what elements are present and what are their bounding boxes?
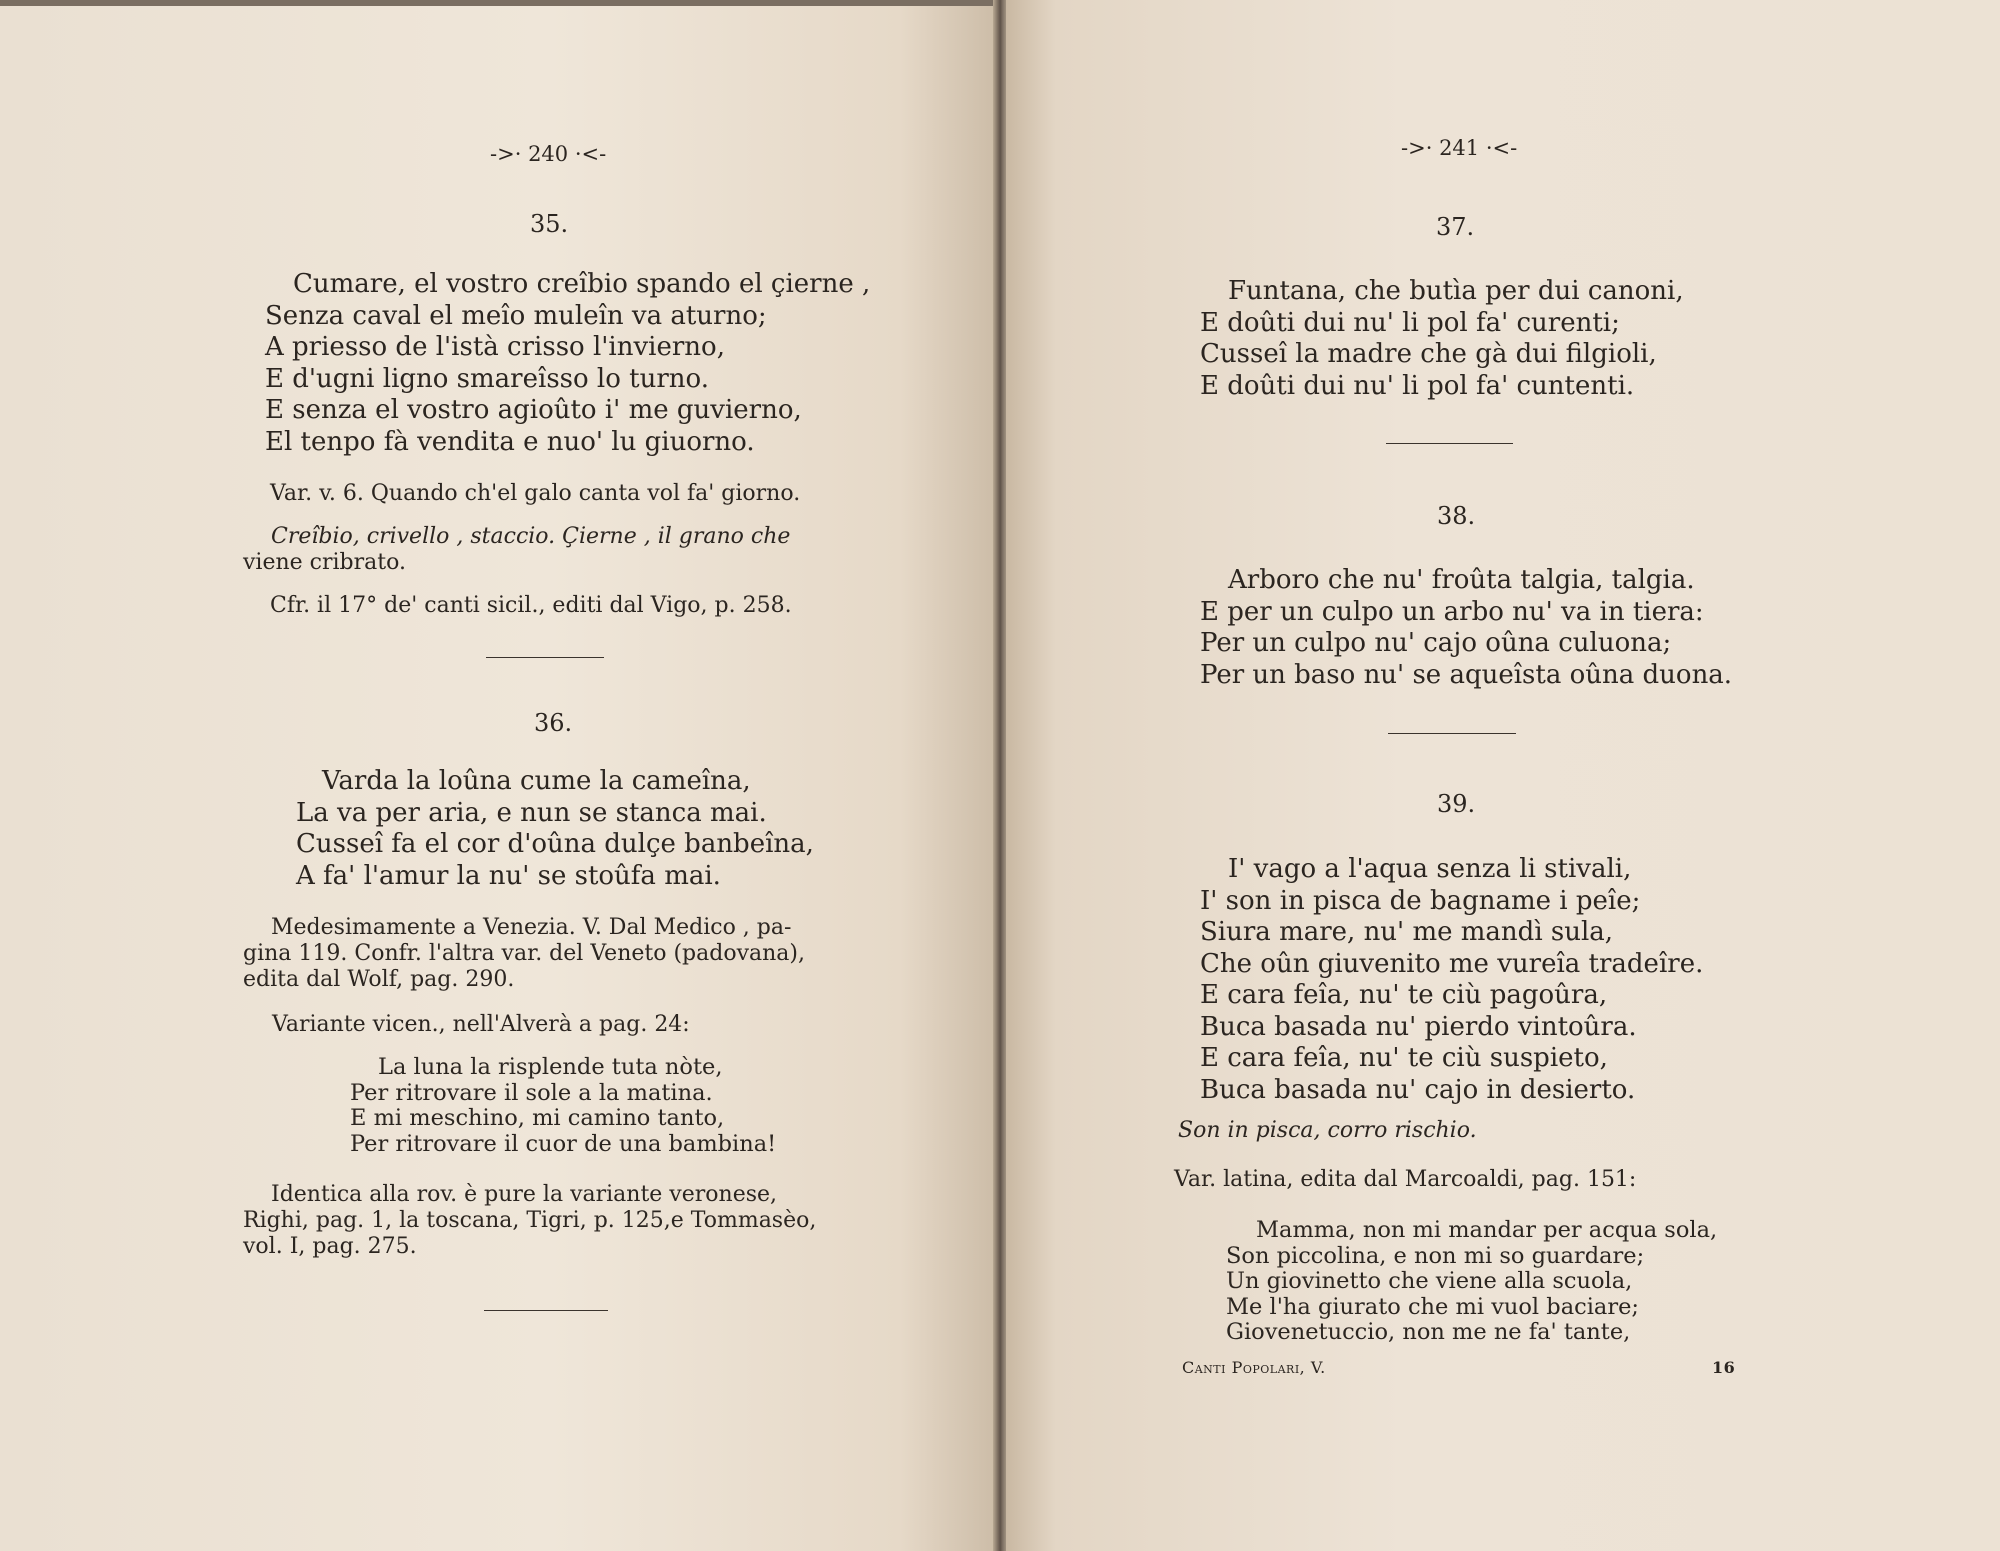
quote-line: Me l'ha giurato che mi vuol baciare; <box>1226 1293 1639 1320</box>
verse-line: Per un culpo nu' cajo oûna culuona; <box>1200 628 1672 658</box>
section-divider <box>486 657 604 658</box>
quote-line: Son piccolina, e non mi so guardare; <box>1226 1242 1645 1269</box>
verse-line: E senza el vostro agioûto i' me guvierno, <box>265 395 802 425</box>
poem-verse <box>265 269 870 458</box>
note-line: Medesimamente a Venezia. V. Dal Medico , pa- <box>271 915 792 940</box>
quote-line: Per ritrovare il cuor de una bambina! <box>350 1130 777 1157</box>
note-line: Identica alla rov. è pure la variante veronese, <box>271 1182 778 1207</box>
signature-number: 16 <box>1712 1358 1736 1377</box>
cfr-note: Cfr. il 17° de' canti sicil., editi dal Vigo, p. 258. <box>270 593 792 618</box>
verse-line: Cusseî la madre che gà dui filgioli, <box>1200 339 1657 369</box>
verse-line: A fa' l'amur la nu' se stoûfa mai. <box>296 860 721 891</box>
note-line: gina 119. Confr. l'altra var. del Veneto (padovana), <box>243 941 805 966</box>
quote-line: La luna la risplende tuta nòte, <box>378 1054 723 1080</box>
commentary-note <box>243 915 805 993</box>
quote-line: Un giovinetto che viene alla scuola, <box>1226 1268 1633 1294</box>
variant-note: Var. v. 6. Quando ch'el galo canta vol fa' giorno. <box>270 481 801 506</box>
quote-line: Mamma, non mi mandar per acqua sola, <box>1256 1217 1718 1243</box>
verse-line: Buca basada nu' cajo in desierto. <box>1200 1074 1636 1105</box>
verse-line: I' son in pisca de bagname i peîe; <box>1200 885 1641 916</box>
poem-verse <box>1200 276 1684 402</box>
verse-line: A priesso de l'istà crisso l'invierno, <box>265 332 725 362</box>
verse-line: Varda la loûna cume la cameîna, <box>322 766 751 796</box>
footer-signature: Canti Popolari, V. <box>1182 1358 1326 1377</box>
poem-number: 38. <box>1437 502 1476 530</box>
poem-verse <box>1200 854 1703 1106</box>
verse-line: Che oûn giuvenito me vureîa tradeîre. <box>1200 948 1704 979</box>
page-folio: ->· 241 ·<- <box>1401 136 1518 160</box>
verse-line: El tenpo fà vendita e nuo' lu giuorno. <box>265 426 755 457</box>
quote-line: Per ritrovare il sole a la matina. <box>350 1079 713 1106</box>
quote-line: E mi meschino, mi camino tanto, <box>350 1105 725 1131</box>
verse-line: E cara feîa, nu' te ciù pagoûra, <box>1200 980 1608 1010</box>
gloss-note <box>243 524 790 576</box>
poem-verse <box>296 766 814 892</box>
folio-number: 241 <box>1439 136 1480 160</box>
poem-verse <box>1200 565 1732 691</box>
verse-line: Senza caval el meîo muleîn va aturno; <box>265 300 767 331</box>
note-line: vol. I, pag. 275. <box>243 1234 417 1259</box>
poem-number: 36. <box>534 709 573 737</box>
poem-number: 37. <box>1436 213 1475 241</box>
verse-line: E doûti dui nu' li pol fa' curenti; <box>1200 307 1620 338</box>
folio-number: 240 <box>528 142 569 166</box>
variant-quote <box>1226 1218 1717 1346</box>
section-divider <box>484 1310 608 1311</box>
note-line: Righi, pag. 1, la toscana, Tigri, p. 125,e Tommasèo, <box>243 1208 817 1233</box>
verse-line: E cara feîa, nu' te ciù suspieto, <box>1200 1043 1608 1073</box>
note-line: viene cribrato. <box>243 550 406 575</box>
verse-line: Per un baso nu' se aqueîsta oûna duona. <box>1200 659 1733 690</box>
verse-line: La va per aria, e nun se stanca mai. <box>296 797 767 828</box>
verse-line: E doûti dui nu' li pol fa' cuntenti. <box>1200 370 1635 401</box>
page-folio: ->· 240 ·<- <box>490 142 607 166</box>
gloss-note: Son in pisca, corro rischio. <box>1178 1118 1477 1143</box>
poem-number: 35. <box>530 210 569 238</box>
verse-line: Arboro che nu' froûta talgia, talgia. <box>1228 565 1695 595</box>
right-page <box>1006 0 2000 1551</box>
note-line: edita dal Wolf, pag. 290. <box>243 967 515 992</box>
verse-line: Cusseî fa el cor d'oûna dulçe banbeîna, <box>296 829 814 859</box>
note-line: Creîbio, crivello , staccio. Çierne , il grano che <box>271 524 791 549</box>
section-divider <box>1388 733 1516 734</box>
verse-line: E per un culpo un arbo nu' va in tiera: <box>1200 596 1704 627</box>
poem-number: 39. <box>1437 790 1476 818</box>
section-divider <box>1386 443 1513 444</box>
variant-intro: Variante vicen., nell'Alverà a pag. 24: <box>272 1012 690 1037</box>
variant-intro: Var. latina, edita dal Marcoaldi, pag. 151: <box>1174 1167 1637 1192</box>
variant-quote <box>350 1055 776 1157</box>
verse-line: Funtana, che butìa per dui canoni, <box>1228 276 1684 306</box>
verse-line: I' vago a l'aqua senza li stivali, <box>1228 854 1632 884</box>
quote-line: Giovenetuccio, non me ne fa' tante, <box>1226 1319 1631 1345</box>
verse-line: Cumare, el vostro creîbio spando el çierne , <box>293 269 871 299</box>
verse-line: E d'ugni ligno smareîsso lo turno. <box>265 363 709 394</box>
commentary-note <box>243 1182 816 1260</box>
verse-line: Siura mare, nu' me mandì sula, <box>1200 917 1614 947</box>
verse-line: Buca basada nu' pierdo vintoûra. <box>1200 1011 1637 1042</box>
